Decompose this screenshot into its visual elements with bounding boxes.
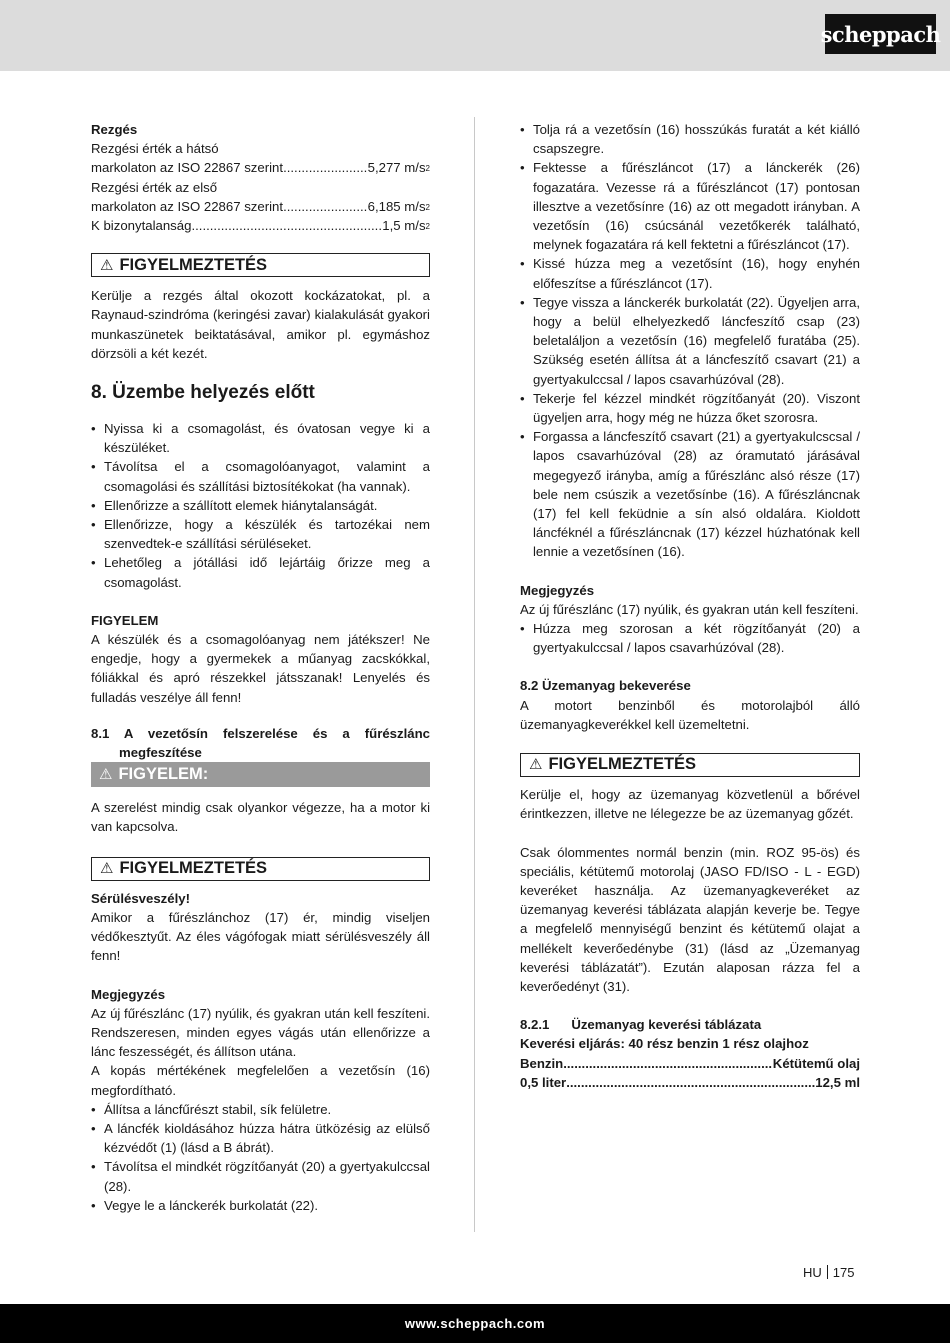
warning-box: ⚠ FIGYELMEZTETÉS [91, 253, 430, 277]
list-item: • A láncfék kioldásához húzza hátra ütközésig az elülső kézvédőt (1) (lásd a B ábrát). [91, 1119, 430, 1157]
list-item: • Lehetőleg a jótállási idő lejártáig őrizze meg a csomagolást. [91, 553, 430, 591]
note-text: Az új fűrészlánc (17) nyúlik, és gyakran után kell feszíteni. [520, 601, 859, 617]
list-item: • Vegye le a lánckerék burkolatát (22). [91, 1196, 430, 1215]
section-8-2-title: 8.2 Üzemanyag bekeverése [520, 678, 691, 694]
warning-box: ⚠ FIGYELMEZTETÉS [520, 753, 860, 777]
mixing-method: Keverési eljárás: 40 rész benzin 1 rész olajhoz [520, 1036, 809, 1052]
brand-logo: scheppach [825, 14, 936, 54]
section-8-title: 8. Üzembe helyezés előtt [91, 382, 315, 404]
warning-text: Kerülje a rezgés által okozott kockázatokat, pl. a Raynaud-szindróma (keringési zavar) kialakulását gyakori munkaszünetek beiktatásával, amikor pl. egymáshoz dörzsöli a két kezét. [91, 288, 430, 361]
injury-risk-title: Sérülésveszély! [91, 890, 190, 906]
mix-table-header-row: Benzin ..... Kétütemű olaj [520, 1054, 860, 1073]
mix-table-value-row: 0,5 liter ..... 12,5 ml [520, 1073, 860, 1092]
section-8-1-title: 8.1 A vezetősín felszerelése és a fűrészlánc megfeszítése [91, 725, 430, 761]
column-divider [474, 117, 475, 1232]
list-item: • Ellenőrizze, hogy a készülék és tartozékai nem szenvedtek-e szállítási sérüléseket. [91, 515, 430, 553]
attention-title: FIGYELEM [91, 612, 159, 628]
list-item: • Nyissa ki a csomagolást, és óvatosan vegye ki a készüléket. [91, 419, 430, 457]
warning-box: ⚠ FIGYELMEZTETÉS [91, 857, 430, 881]
list-item: • Állítsa a láncfűrészt stabil, sík felületre. [91, 1100, 430, 1119]
list-item: • Távolítsa el mindkét rögzítőanyát (20) a gyertyakulccsal (28). [91, 1157, 430, 1195]
vibration-front-label: Rezgési érték az első [91, 179, 218, 195]
right-column [520, 120, 860, 1092]
header-bar [0, 0, 950, 71]
section-8-2-text: A motort benzinből és motorolajból álló üzemanyagkeverékkel kell üzemeltetni. [520, 697, 860, 732]
list-item: • Tekerje fel kézzel mindkét rögzítőanyát (20). Viszont ügyeljen arra, hogy még ne húzza őket szorosra. [520, 389, 860, 427]
vibration-rear-row: markolaton az ISO 22867 szerint ..... 5,277 m/s $^2$ [91, 158, 430, 177]
footer-url[interactable]: www.scheppach.com [404, 1316, 546, 1331]
assembly-steps-list-continued [520, 120, 860, 562]
fuel-warning-text: Kerülje el, hogy az üzemanyag közvetlenül a bőrével érintkezzen, illetve ne lélegezze be az üzemanyag gőzét. [520, 787, 860, 822]
warning-triangle-icon: ⚠ [100, 860, 114, 878]
warning-triangle-icon: ⚠ [99, 766, 113, 784]
attention-text: A készülék és a csomagolóanyag nem játékszer! Ne engedje, hogy a gyermekek a műanyag zacskókkal, fóliákkal és apró részekkel játsszanak! Lenyelés és fulladás veszélye áll fenn! [91, 632, 430, 705]
left-column [91, 120, 430, 1215]
notice-text: A szerelést mindig csak olyankor végezze, ha a motor ki van kapcsolva. [91, 800, 430, 835]
section-8-list [91, 419, 430, 592]
list-item: • Kissé húzza meg a vezetősínt (16), hogy enyhén előfeszítse a fűrészláncot (17). [520, 254, 860, 292]
note-title: Megjegyzés [91, 986, 166, 1002]
note-text: Az új fűrészlánc (17) nyúlik, és gyakran után kell feszíteni. Rendszeresen, minden egyes vágás után ellenőrizze a lánc feszességét, és állítson utána. [91, 1005, 430, 1060]
list-item: • Tolja rá a vezetősín (16) hosszúkás furatát a két kiálló csapszegre. [520, 120, 860, 158]
notice-box: ⚠ FIGYELEM: [91, 762, 430, 787]
assembly-steps-list [91, 1100, 430, 1215]
list-item: • Fektesse a fűrészláncot (17) a lánckerék (26) fogazatára. Vezesse rá a fűrészláncot (17) pontosan illesztve a vezetősínre (16) az ott megadott irányban. A vezetősín (16) csúcsánál vezetőkerék található, melynek fogazatára rá kell fektetni a fűrészláncot (17). [520, 158, 860, 254]
list-item: • Húzza meg szorosan a két rögzítőanyát (20) a gyertyakulccsal / lapos csavarhúzóval (28). [520, 619, 860, 657]
note-text: A kopás mértékének megfelelően a vezetősín (16) megfordítható. [91, 1063, 430, 1098]
fuel-instructions-text: Csak ólommentes normál benzin (min. ROZ 95-ös) és speciális, kétütemű motorolaj (JASO FD/ISO - L - EGD) keveréket használja. Az üzemanyagkeveréket az üzemanyag keverési táblázata alapján keverje be. Tegye a megfelelő mennyiségű benzint és kétütemű olajat a mellékelt keverőedénybe (31) (lásd az „Üzemanyag keverési táblázatát”). Ezután alaposan rázza fel a keverőedényt (31). [520, 844, 860, 994]
warning-triangle-icon: ⚠ [529, 756, 543, 774]
vibration-front-row: markolaton az ISO 22867 szerint ..... 6,185 m/s $^2$ [91, 197, 430, 216]
uncertainty-row: K bizonytalanság ..... 1,5 m/s $^2$ [91, 216, 430, 235]
note-list [520, 619, 860, 657]
page-number: HU 175 [803, 1265, 855, 1280]
vibration-rear-label: Rezgési érték a hátsó [91, 141, 219, 157]
injury-risk-text: Amikor a fűrészlánchoz (17) ér, mindig viseljen védőkesztyűt. Az éles vágófogak miatt sérülésveszély áll fenn! [91, 909, 430, 964]
list-item: • Ellenőrizze a szállított elemek hiánytalanságát. [91, 496, 430, 515]
section-8-2-1-title: 8.2.1 Üzemanyag keverési táblázata [520, 1017, 762, 1033]
list-item: • Forgassa a láncfeszítő csavart (21) a gyertyakulcscsal / lapos csavarhúzóval (28) az óramutató járásával megegyező irányba, amíg a fűrészlánc alsó része (17) bele nem csúszik a vezetősínbe (16). A fűrészláncnak (17) fel kell feküdnie a sín alsó oldalára. Kioldott láncféknél a fűrészláncnak (17) kézzel húzhatónak kell lennie a vezetősínen (16). [520, 427, 860, 561]
warning-triangle-icon: ⚠ [100, 256, 114, 274]
vibration-title: Rezgés [91, 122, 138, 137]
note-title: Megjegyzés [520, 582, 595, 598]
list-item: • Távolítsa el a csomagolóanyagot, valamint a csomagolási és szállítási biztosítékokat (ha vannak). [91, 457, 430, 495]
footer-bar [0, 1304, 950, 1343]
list-item: • Tegye vissza a lánckerék burkolatát (22). Ügyeljen arra, hogy a belül elhelyezkedő láncfeszítő csap (23) beletaláljon a vezetősín (16) megfelelő furatába (25). Szükség esetén állítsa át a láncfeszítő csavart (21) a gyertyakulccsal / lapos csavarhúzóval (28). [520, 293, 860, 389]
